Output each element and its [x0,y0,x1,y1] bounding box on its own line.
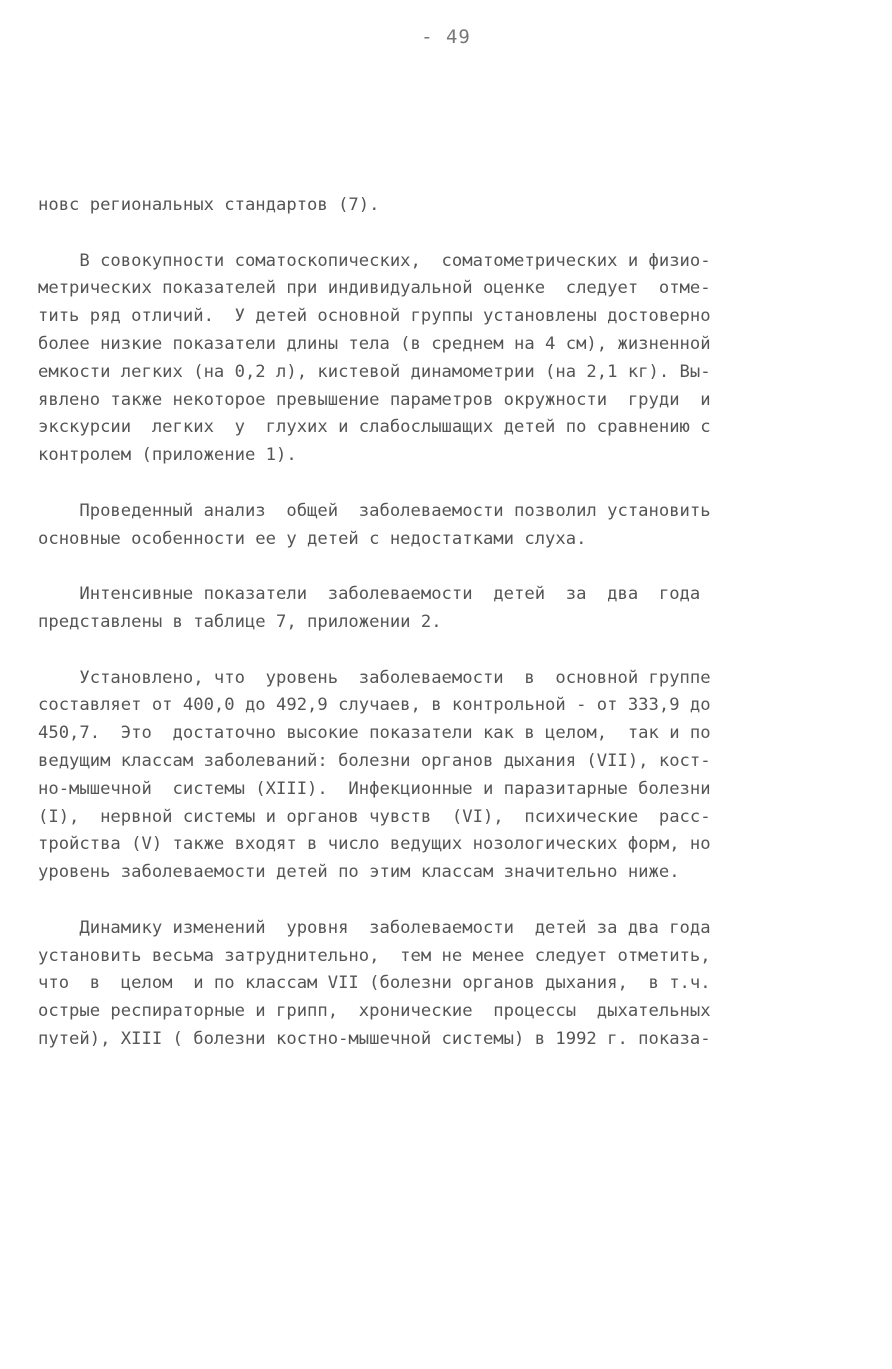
paragraph-gap [38,887,856,915]
text-line: тройства (V) также входят в число ведущих нозологических форм, но [38,834,711,855]
text-line: Проведенный анализ общей заболеваемости позволил установить [38,500,711,521]
paragraph-gap [38,553,856,581]
text-line: В совокупности соматоскопических, соматометрических и физио- [38,250,711,271]
text-line: представлены в таблице 7, приложении 2. [38,611,442,632]
text-line: более низкие показатели длины тела (в среднем на 4 см), жизненной [38,333,711,354]
body-text [38,192,856,1054]
text-line: Динамику изменений уровня заболеваемости детей за два года [38,917,711,938]
text-line: явлено также некоторое превышение параметров окружности груди и [38,389,711,410]
text-line: 450,7. Это достаточно высокие показатели как в целом, так и по [38,723,711,744]
text-line: Установлено, что уровень заболеваемости в основной группе [38,667,711,688]
text-line: новс региональных стандартов (7). [38,195,380,215]
text-line: острые респираторные и грипп, хронические процессы дыхательных [38,1001,711,1022]
text-line: ведущим классам заболеваний: болезни органов дыхания (VII), кост- [38,750,711,771]
text-line: Интенсивные показатели заболеваемости детей за два года [38,584,701,605]
text-line: составляет от 400,0 до 492,9 случаев, в контрольной - от 333,9 до [38,695,711,716]
page-number: - 49 [421,26,471,48]
paragraph-gap [38,637,856,665]
text-line: путей), XIII ( болезни костно-мышечной системы) в 1992 г. показа- [38,1028,711,1049]
text-line: емкости легких (на 0,2 л), кистевой динамометрии (на 2,1 кг). Вы- [38,361,711,382]
text-line: тить ряд отличий. У детей основной группы установлены достоверно [38,306,711,327]
text-line: метрических показателей при индивидуальной оценке следует отме- [38,278,711,299]
text-line: что в целом и по классам VII (болезни органов дыхания, в т.ч. [38,973,711,994]
text-line: но-мышечной системы (XIII). Инфекционные и паразитарные болезни [38,778,711,799]
text-line: уровень заболеваемости детей по этим классам значительно ниже. [38,862,680,883]
text-line: контролем (приложение 1). [38,445,297,466]
paragraph-gap [38,470,856,498]
text-line: (I), нервной системы и органов чувств (VI), психические расс- [38,806,711,827]
text-line: установить весьма затруднительно, тем не менее следует отметить, [38,945,711,966]
text-line: экскурсии легких у глухих и слабослышащих детей по сравнению с [38,417,711,438]
paragraph-gap [38,220,856,248]
text-line: основные особенности ее у детей с недостатками слуха. [38,528,587,549]
